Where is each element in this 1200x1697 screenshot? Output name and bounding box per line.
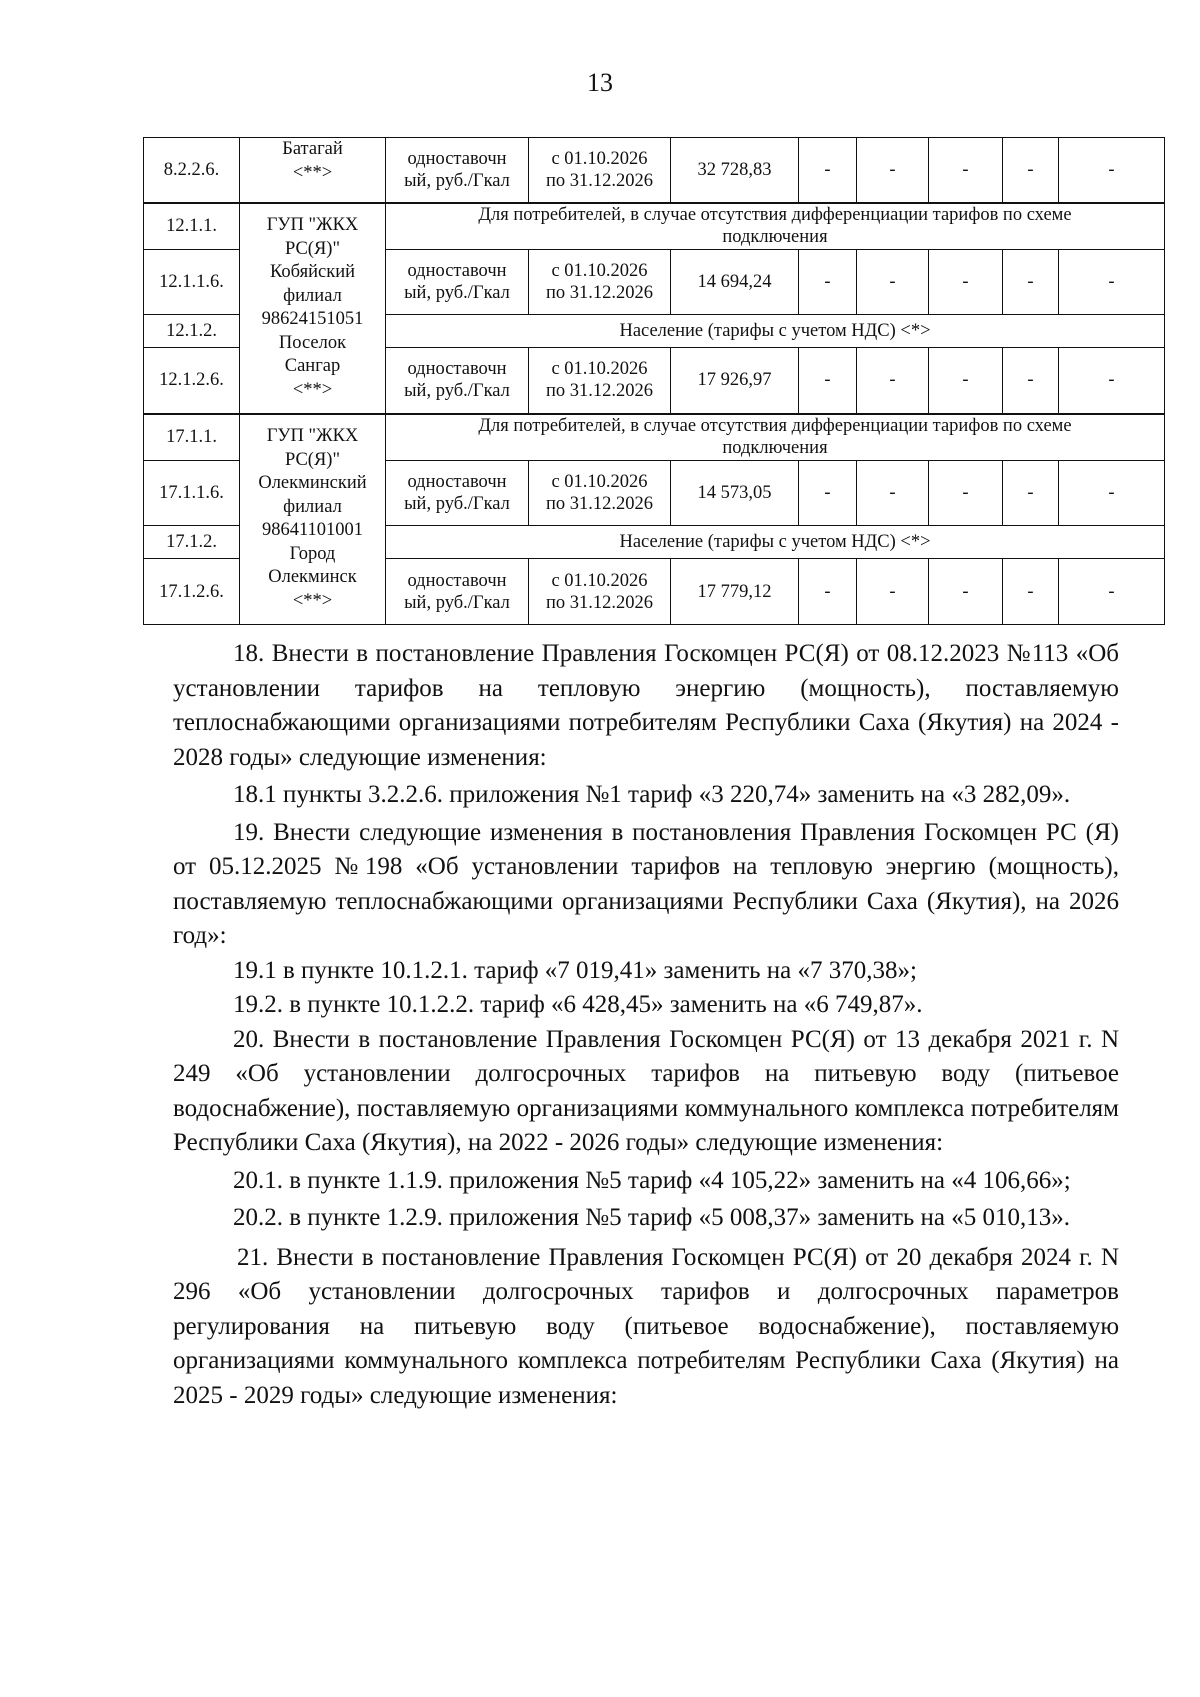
dash-cell: - — [1003, 348, 1059, 414]
dash-cell: - — [929, 559, 1003, 625]
dash-cell: - — [929, 348, 1003, 414]
dash-cell: - — [1003, 559, 1059, 625]
tariff-value: 14 694,24 — [671, 250, 799, 315]
paragraph-18-1: 18.1 пункты 3.2.2.6. приложения №1 тариф «3 220,74» заменить на «3 282,09». — [233, 781, 1071, 808]
period: с 01.10.2026 по 31.12.2026 — [529, 559, 671, 625]
tariff-table — [143, 137, 1165, 625]
table-row — [144, 138, 1165, 203]
org-cell: ГУП "ЖКХ РС(Я)" Олекминский филиал 98641101001 Город Олекминск <**> — [240, 414, 386, 625]
paragraph-20-2: 20.2. в пункте 1.2.9. приложения №5 тариф «5 008,37» заменить на «5 010,13». — [233, 1204, 1071, 1231]
org-cell: Батагай <**> — [240, 138, 386, 203]
paragraph-20: 20. Внести в постановление Правления Госкомцен РС(Я) от 13 декабря 2021 г. N 249 «Об установлении долгосрочных тарифов на питьевую воду (питьевое водоснабжение), поставляемую организациями коммунального комплекса потребителям Республики Саха (Якутия), на 2022 - 2026 годы» следующие изменения: — [173, 1025, 1119, 1156]
row-code: 17.1.2.6. — [144, 559, 240, 625]
dash-cell: - — [1003, 138, 1059, 203]
dash-cell: - — [799, 250, 857, 315]
dash-cell: - — [799, 138, 857, 203]
dash-cell: - — [1059, 250, 1165, 315]
section-header: Население (тарифы с учетом НДС) <*> — [386, 526, 1165, 559]
paragraph-19-1: 19.1 в пункте 10.1.2.1. тариф «7 019,41» заменить на «7 370,38»; — [233, 956, 917, 984]
row-code: 12.1.2. — [144, 315, 240, 348]
dash-cell: - — [1003, 461, 1059, 526]
row-code: 17.1.1.6. — [144, 461, 240, 526]
period: с 01.10.2026 по 31.12.2026 — [529, 250, 671, 315]
paragraph-18: 18. Внести в постановление Правления Госкомцен РС(Я) от 08.12.2023 №113 «Об установлении тарифов на тепловую энергию (мощность), поставляемую теплоснабжающими организациями потребителям Республики Саха (Якутия) на 2024 - 2028 годы» следующие изменения: — [173, 640, 1119, 771]
row-code: 17.1.2. — [144, 526, 240, 559]
tariff-value: 14 573,05 — [671, 461, 799, 526]
dash-cell: - — [799, 348, 857, 414]
rate-type: одноставочн ый, руб./Гкал — [386, 348, 529, 414]
dash-cell: - — [857, 348, 929, 414]
period: с 01.10.2026 по 31.12.2026 — [529, 348, 671, 414]
paragraph-21: 21. Внести в постановление Правления Госкомцен РС(Я) от 20 декабря 2024 г. N 296 «Об установлении долгосрочных тарифов и долгосрочных параметров регулирования на питьевую воду (питьевое водоснабжение), поставляемую организациями коммунального комплекса потребителям Республики Саха (Якутия) на 2025 - 2029 годы» следующие изменения: — [173, 1243, 1119, 1409]
dash-cell: - — [929, 250, 1003, 315]
dash-cell: - — [857, 461, 929, 526]
section-header: Для потребителей, в случае отсутствия дифференциации тарифов по схеме подключения — [386, 414, 1165, 461]
table-row — [144, 203, 1165, 250]
dash-cell: - — [857, 559, 929, 625]
rate-type: одноставочн ый, руб./Гкал — [386, 138, 529, 203]
tariff-value: 17 926,97 — [671, 348, 799, 414]
org-cell: ГУП "ЖКХ РС(Я)" Кобяйский филиал 98624151051 Поселок Сангар <**> — [240, 203, 386, 414]
rate-type: одноставочн ый, руб./Гкал — [386, 250, 529, 315]
table-row — [144, 414, 1165, 461]
dash-cell: - — [1059, 138, 1165, 203]
dash-cell: - — [929, 138, 1003, 203]
dash-cell: - — [929, 461, 1003, 526]
row-code: 8.2.2.6. — [144, 138, 240, 203]
dash-cell: - — [857, 138, 929, 203]
period: с 01.10.2026 по 31.12.2026 — [529, 461, 671, 526]
row-code: 12.1.1.6. — [144, 250, 240, 315]
rate-type: одноставочн ый, руб./Гкал — [386, 559, 529, 625]
paragraph-19: 19. Внести следующие изменения в постановления Правления Госкомцен РС (Я) от 05.12.2025 №198 «Об установлении тарифов на тепловую энергию (мощность), поставляемую теплоснабжающими организациями Республики Саха (Якутия), на 2026 год»: — [173, 818, 1119, 949]
dash-cell: - — [799, 461, 857, 526]
dash-cell: - — [1059, 461, 1165, 526]
period: с 01.10.2026 по 31.12.2026 — [529, 138, 671, 203]
section-header: Население (тарифы с учетом НДС) <*> — [386, 315, 1165, 348]
dash-cell: - — [799, 559, 857, 625]
tariff-value: 17 779,12 — [671, 559, 799, 625]
page-number: 13 — [587, 68, 613, 97]
row-code: 12.1.1. — [144, 203, 240, 250]
tariff-value: 32 728,83 — [671, 138, 799, 203]
dash-cell: - — [1003, 250, 1059, 315]
row-code: 17.1.1. — [144, 414, 240, 461]
rate-type: одноставочн ый, руб./Гкал — [386, 461, 529, 526]
section-header: Для потребителей, в случае отсутствия дифференциации тарифов по схеме подключения — [386, 203, 1165, 250]
dash-cell: - — [1059, 348, 1165, 414]
document-body — [173, 637, 1119, 1413]
paragraph-20-1: 20.1. в пункте 1.1.9. приложения №5 тариф «4 105,22» заменить на «4 106,66»; — [233, 1166, 1071, 1194]
row-code: 12.1.2.6. — [144, 348, 240, 414]
dash-cell: - — [857, 250, 929, 315]
dash-cell: - — [1059, 559, 1165, 625]
paragraph-19-2: 19.2. в пункте 10.1.2.2. тариф «6 428,45» заменить на «6 749,87». — [233, 991, 923, 1018]
